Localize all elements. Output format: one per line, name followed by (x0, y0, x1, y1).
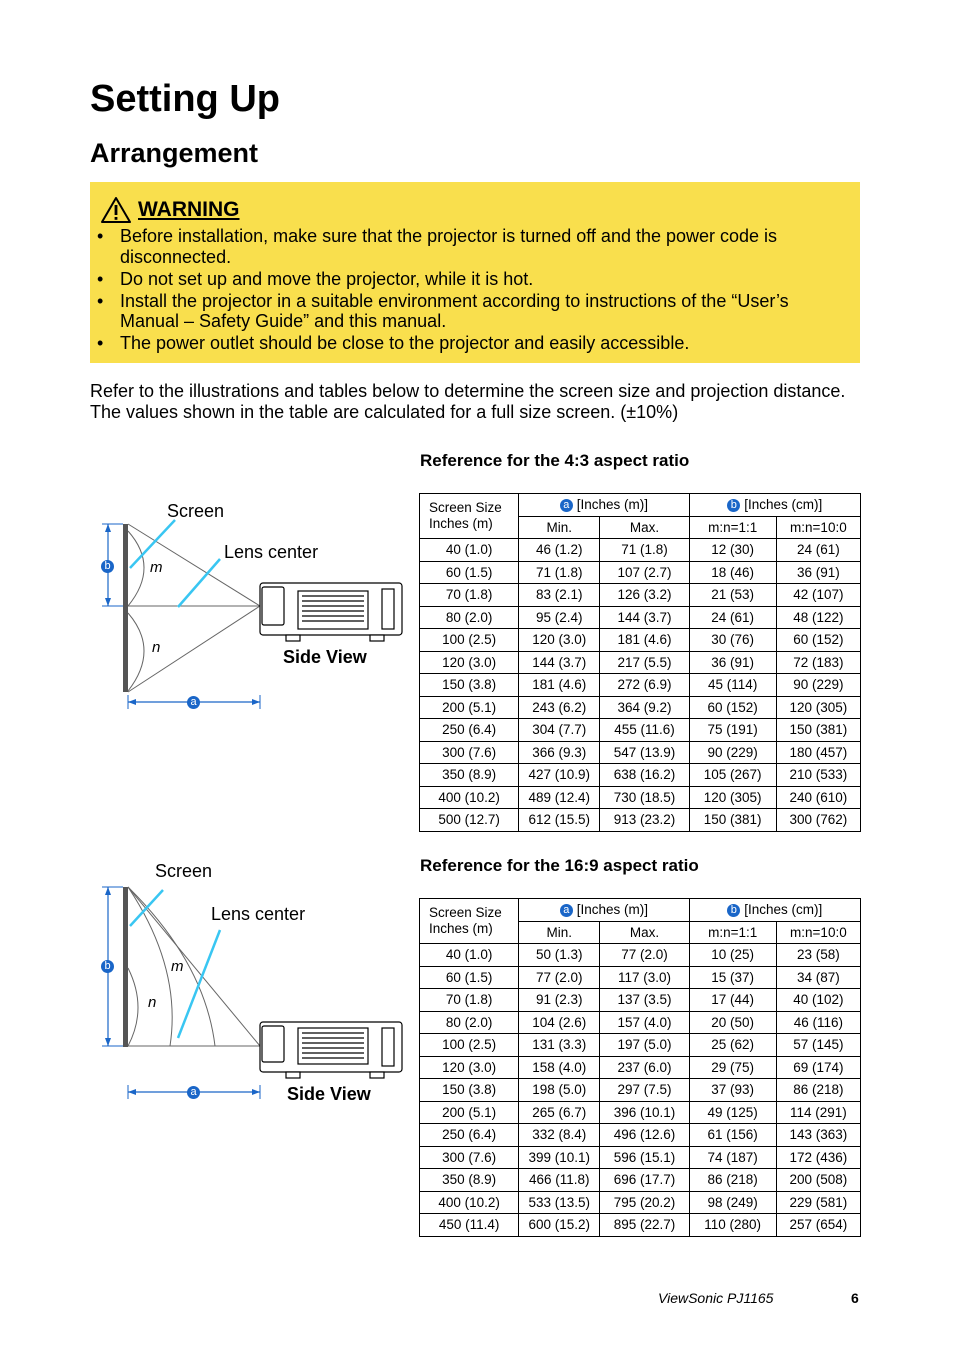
intro-paragraph: Refer to the illustrations and tables below to determine the screen size and projection distance. The values shown in the table are calculated for a full size screen. (±10%) (90, 381, 846, 422)
table-cell: 913 (23.2) (600, 809, 689, 832)
n-label: n (152, 639, 161, 656)
b-marker: b (101, 560, 114, 573)
table-cell: 95 (2.4) (519, 606, 600, 629)
table-cell: 30 (76) (689, 629, 776, 652)
table-cell: 150 (381) (689, 809, 776, 832)
footer-page-number: 6 (851, 1290, 859, 1306)
table-cell: 107 (2.7) (600, 561, 689, 584)
table-cell: 466 (11.8) (519, 1169, 600, 1192)
table-row (420, 719, 861, 742)
table-cell: 596 (15.1) (600, 1146, 689, 1169)
table-cell: 250 (6.4) (420, 1124, 519, 1147)
table-cell: 17 (44) (689, 989, 776, 1012)
table-cell: 427 (10.9) (519, 764, 600, 787)
table-row (420, 606, 861, 629)
table-cell: 240 (610) (776, 786, 860, 809)
table-row (420, 966, 861, 989)
table-cell: 137 (3.5) (600, 989, 689, 1012)
header-m-n-1-1: m:n=1:1 (689, 516, 776, 539)
table-cell: 40 (102) (776, 989, 860, 1012)
table-cell: 250 (6.4) (420, 719, 519, 742)
table-cell: 70 (1.8) (420, 584, 519, 607)
table-cell: 24 (61) (776, 539, 860, 562)
table-cell: 72 (183) (776, 651, 860, 674)
table-row (420, 1056, 861, 1079)
n-label: n (148, 994, 157, 1011)
table-cell: 48 (122) (776, 606, 860, 629)
table-cell: 143 (363) (776, 1124, 860, 1147)
section-title: Arrangement (90, 138, 259, 168)
table-cell: 198 (5.0) (519, 1079, 600, 1102)
warning-box (90, 182, 860, 363)
table-cell: 158 (4.0) (519, 1056, 600, 1079)
b-marker: b (101, 960, 114, 973)
table-cell: 144 (3.7) (600, 606, 689, 629)
table-cell: 25 (62) (689, 1034, 776, 1057)
warning-triangle-icon (100, 196, 132, 224)
table-cell: 36 (91) (689, 651, 776, 674)
table-cell: 197 (5.0) (600, 1034, 689, 1057)
table-cell: 114 (291) (776, 1101, 860, 1124)
table-cell: 57 (145) (776, 1034, 860, 1057)
table-cell: 272 (6.9) (600, 674, 689, 697)
table-cell: 69 (174) (776, 1056, 860, 1079)
diagram-4-3 (90, 495, 410, 725)
distance-table-4-3 (419, 493, 861, 832)
table-cell: 77 (2.0) (600, 944, 689, 967)
table-cell: 450 (11.4) (420, 1214, 519, 1237)
table-row (420, 809, 861, 832)
table-row (420, 561, 861, 584)
a-marker: a (560, 499, 573, 512)
table-row (420, 989, 861, 1012)
table-cell: 332 (8.4) (519, 1124, 600, 1147)
table-cell: 126 (3.2) (600, 584, 689, 607)
table-row (420, 674, 861, 697)
table-cell: 150 (3.8) (420, 1079, 519, 1102)
table-cell: 181 (4.6) (600, 629, 689, 652)
warning-item: • The power outlet should be close to the projector and easily accessible. (97, 333, 690, 353)
table-cell: 86 (218) (776, 1079, 860, 1102)
table-cell: 70 (1.8) (420, 989, 519, 1012)
table-cell: 120 (305) (689, 786, 776, 809)
table-cell: 36 (91) (776, 561, 860, 584)
table-row (420, 539, 861, 562)
table-cell: 210 (533) (776, 764, 860, 787)
distance-table-16-9 (419, 898, 861, 1237)
table-cell: 21 (53) (689, 584, 776, 607)
table-cell: 86 (218) (689, 1169, 776, 1192)
header-group-a: a [Inches (m)] (519, 494, 689, 517)
table-cell: 60 (152) (689, 696, 776, 719)
b-marker: b (727, 499, 740, 512)
table-cell: 399 (10.1) (519, 1146, 600, 1169)
table-cell: 34 (87) (776, 966, 860, 989)
table-cell: 12 (30) (689, 539, 776, 562)
table-cell: 500 (12.7) (420, 809, 519, 832)
table-row (420, 1011, 861, 1034)
table-cell: 895 (22.7) (600, 1214, 689, 1237)
header-group-a: a [Inches (m)] (519, 899, 689, 922)
table-cell: 300 (7.6) (420, 741, 519, 764)
header-group-b: b [Inches (cm)] (689, 494, 860, 517)
table-cell: 150 (3.8) (420, 674, 519, 697)
table-cell: 696 (17.7) (600, 1169, 689, 1192)
header-m-n-10-0: m:n=10:0 (776, 921, 860, 944)
table-row (420, 696, 861, 719)
table-cell: 366 (9.3) (519, 741, 600, 764)
table-cell: 237 (6.0) (600, 1056, 689, 1079)
table-cell: 37 (93) (689, 1079, 776, 1102)
table-cell: 200 (5.1) (420, 696, 519, 719)
table-cell: 496 (12.6) (600, 1124, 689, 1147)
table-cell: 144 (3.7) (519, 651, 600, 674)
table-cell: 20 (50) (689, 1011, 776, 1034)
table-row (420, 629, 861, 652)
table-cell: 61 (156) (689, 1124, 776, 1147)
table-cell: 80 (2.0) (420, 606, 519, 629)
table-cell: 730 (18.5) (600, 786, 689, 809)
table-cell: 120 (3.0) (519, 629, 600, 652)
projection-illustration (90, 858, 410, 1108)
side-view-label: Side View (287, 1084, 371, 1104)
table-row (420, 786, 861, 809)
table-cell: 60 (1.5) (420, 966, 519, 989)
table-cell: 91 (2.3) (519, 989, 600, 1012)
table-cell: 104 (2.6) (519, 1011, 600, 1034)
table-cell: 77 (2.0) (519, 966, 600, 989)
table-cell: 50 (1.3) (519, 944, 600, 967)
table-cell: 600 (15.2) (519, 1214, 600, 1237)
header-group-b: b [Inches (cm)] (689, 899, 860, 922)
table-cell: 400 (10.2) (420, 1191, 519, 1214)
projection-illustration (90, 495, 410, 725)
table-cell: 110 (280) (689, 1214, 776, 1237)
ref-heading-4-3: Reference for the 4:3 aspect ratio (420, 451, 690, 470)
table-cell: 229 (581) (776, 1191, 860, 1214)
table-cell: 23 (58) (776, 944, 860, 967)
footer-brand: ViewSonic PJ1165 (658, 1290, 774, 1306)
table-cell: 83 (2.1) (519, 584, 600, 607)
table-cell: 157 (4.0) (600, 1011, 689, 1034)
table-cell: 60 (152) (776, 629, 860, 652)
table-cell: 257 (654) (776, 1214, 860, 1237)
a-marker: a (560, 904, 573, 917)
table-cell: 120 (305) (776, 696, 860, 719)
table-cell: 120 (3.0) (420, 651, 519, 674)
lens-center-label: Lens center (211, 904, 306, 924)
table-row (420, 764, 861, 787)
table-row (420, 741, 861, 764)
table-cell: 49 (125) (689, 1101, 776, 1124)
m-label: m (150, 559, 163, 576)
table-cell: 75 (191) (689, 719, 776, 742)
projector-side-view (260, 583, 402, 641)
table-cell: 243 (6.2) (519, 696, 600, 719)
table-cell: 547 (13.9) (600, 741, 689, 764)
table-cell: 46 (1.2) (519, 539, 600, 562)
table-cell: 90 (229) (689, 741, 776, 764)
table-cell: 612 (15.5) (519, 809, 600, 832)
table-cell: 71 (1.8) (600, 539, 689, 562)
table-row (420, 584, 861, 607)
table-cell: 60 (1.5) (420, 561, 519, 584)
table-cell: 300 (7.6) (420, 1146, 519, 1169)
table-cell: 489 (12.4) (519, 786, 600, 809)
table-cell: 350 (8.9) (420, 764, 519, 787)
table-row (420, 1101, 861, 1124)
header-max: Max. (600, 921, 689, 944)
table-cell: 74 (187) (689, 1146, 776, 1169)
table-cell: 80 (2.0) (420, 1011, 519, 1034)
screen-label: Screen (167, 501, 225, 521)
table-cell: 795 (20.2) (600, 1191, 689, 1214)
table-cell: 150 (381) (776, 719, 860, 742)
table-cell: 40 (1.0) (420, 539, 519, 562)
table-row (420, 1191, 861, 1214)
b-marker: b (727, 904, 740, 917)
warning-item: • Before installation, make sure that the projector is turned off and the power code is disconnected. (97, 226, 778, 267)
table-row (420, 1124, 861, 1147)
side-view-label: Side View (283, 647, 367, 667)
table-cell: 18 (46) (689, 561, 776, 584)
header-min: Min. (519, 921, 600, 944)
table-cell: 217 (5.5) (600, 651, 689, 674)
screen-shape (123, 887, 128, 1047)
table-cell: 15 (37) (689, 966, 776, 989)
table-cell: 90 (229) (776, 674, 860, 697)
table-cell: 181 (4.6) (519, 674, 600, 697)
table-cell: 42 (107) (776, 584, 860, 607)
table-cell: 98 (249) (689, 1191, 776, 1214)
table-cell: 117 (3.0) (600, 966, 689, 989)
diagram-16-9 (90, 858, 410, 1108)
table-row (420, 1034, 861, 1057)
table-cell: 45 (114) (689, 674, 776, 697)
table-cell: 455 (11.6) (600, 719, 689, 742)
table-cell: 300 (762) (776, 809, 860, 832)
header-screen-size: Screen Size Inches (m) (420, 899, 519, 944)
ref-heading-16-9: Reference for the 16:9 aspect ratio (420, 856, 699, 875)
table-cell: 29 (75) (689, 1056, 776, 1079)
header-m-n-10-0: m:n=10:0 (776, 516, 860, 539)
table-cell: 131 (3.3) (519, 1034, 600, 1057)
warning-title: WARNING (138, 198, 240, 221)
table-cell: 200 (5.1) (420, 1101, 519, 1124)
warning-item: • Install the projector in a suitable environment according to instructions of the “User’s Manual – Safety Guide” and this manual. (97, 290, 789, 331)
table-row (420, 1169, 861, 1192)
table-cell: 304 (7.7) (519, 719, 600, 742)
m-label: m (171, 958, 184, 975)
warning-header (100, 196, 850, 224)
table-cell: 180 (457) (776, 741, 860, 764)
a-marker: a (187, 1086, 200, 1099)
table-cell: 533 (13.5) (519, 1191, 600, 1214)
table-cell: 100 (2.5) (420, 629, 519, 652)
table-row (420, 944, 861, 967)
table-cell: 400 (10.2) (420, 786, 519, 809)
table-cell: 200 (508) (776, 1169, 860, 1192)
table-cell: 120 (3.0) (420, 1056, 519, 1079)
table-cell: 10 (25) (689, 944, 776, 967)
table-cell: 638 (16.2) (600, 764, 689, 787)
warning-item: • Do not set up and move the projector, while it is hot. (97, 268, 534, 289)
header-max: Max. (600, 516, 689, 539)
table-row (420, 651, 861, 674)
projector-side-view (260, 1022, 402, 1078)
screen-label: Screen (155, 861, 213, 881)
table-cell: 24 (61) (689, 606, 776, 629)
header-m-n-1-1: m:n=1:1 (689, 921, 776, 944)
table-cell: 265 (6.7) (519, 1101, 600, 1124)
table-cell: 350 (8.9) (420, 1169, 519, 1192)
header-min: Min. (519, 516, 600, 539)
table-row (420, 1146, 861, 1169)
header-screen-size: Screen Size Inches (m) (420, 494, 519, 539)
table-row (420, 1079, 861, 1102)
page-title: Setting Up (90, 78, 280, 120)
lens-center-label: Lens center (224, 542, 319, 562)
table-cell: 297 (7.5) (600, 1079, 689, 1102)
table-cell: 396 (10.1) (600, 1101, 689, 1124)
screen-shape (123, 524, 128, 692)
table-cell: 105 (267) (689, 764, 776, 787)
table-cell: 46 (116) (776, 1011, 860, 1034)
a-marker: a (187, 696, 200, 709)
table-cell: 71 (1.8) (519, 561, 600, 584)
warning-list (96, 226, 850, 354)
table-row (420, 1214, 861, 1237)
table-cell: 100 (2.5) (420, 1034, 519, 1057)
table-cell: 40 (1.0) (420, 944, 519, 967)
table-cell: 364 (9.2) (600, 696, 689, 719)
table-cell: 172 (436) (776, 1146, 860, 1169)
